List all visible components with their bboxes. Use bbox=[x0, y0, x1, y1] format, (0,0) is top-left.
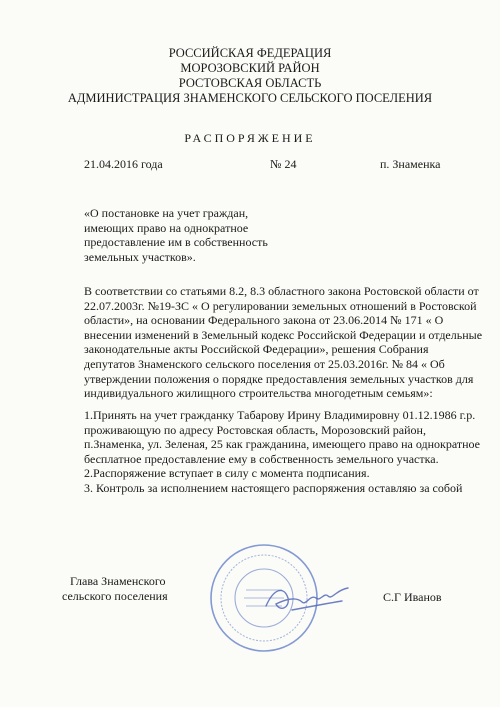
signatory-name: С.Г Иванов bbox=[383, 590, 442, 604]
preamble-line: внесении изменений в Земельный кодекс Российской Федерации и отдельные bbox=[84, 327, 483, 342]
header-region: РОСТОВСКАЯ ОБЛАСТЬ bbox=[178, 76, 322, 90]
preamble-line: 22.07.2003г. №19-ЗС « О регулировании земельных отношений в Ростовской bbox=[84, 298, 477, 313]
order-items bbox=[84, 408, 480, 496]
header-country: РОССИЙСКАЯ ФЕДЕРАЦИЯ bbox=[168, 46, 332, 60]
preamble-line: депутатов Знаменского сельского поселения от 25.03.2016г. № 84 « Об bbox=[84, 356, 445, 371]
document-number: № 24 bbox=[270, 157, 297, 171]
order-item-line: 1.Принять на учет гражданку Табарову Ирину Владимировну 01.12.1986 г.р. bbox=[84, 408, 476, 422]
subject-line: имеющих право на однократное bbox=[84, 220, 249, 235]
document-subject bbox=[84, 206, 324, 264]
preamble-line: области», на основании Федерального закона от 23.06.2014 № 171 « О bbox=[84, 313, 444, 328]
header-district: МОРОЗОВСКИЙ РАЙОН bbox=[180, 61, 320, 75]
document-date: 21.04.2016 года bbox=[84, 157, 163, 171]
handwritten-signature-icon bbox=[262, 580, 352, 618]
subject-line: «О постановке на учет граждан, bbox=[84, 206, 249, 220]
document-place: п. Знаменка bbox=[380, 157, 441, 171]
preamble-line: индивидуального жилищного строительства многодетным семьям»: bbox=[84, 386, 433, 401]
signatory-position bbox=[62, 574, 168, 603]
preamble-paragraph bbox=[84, 284, 483, 401]
preamble-line: утверждении положения о порядке предоставления земельных участков для bbox=[84, 371, 474, 386]
signatory-position-line: Глава Знаменского bbox=[70, 574, 166, 588]
preamble-line: В соответствии со статьями 8.2, 8.3 областного закона Ростовской области от bbox=[84, 284, 479, 298]
signatory-position-line: сельского поселения bbox=[62, 588, 168, 603]
order-item-line: п.Знаменка, ул. Зеленая, 25 как гражданина, имеющего право на однократное bbox=[84, 437, 480, 452]
subject-line: земельных участков». bbox=[84, 249, 196, 264]
document-title: РАСПОРЯЖЕНИЕ bbox=[184, 131, 316, 145]
order-item-line: проживающую по адресу Ростовская область, Морозовский район, bbox=[84, 422, 426, 437]
subject-line: предоставление им в собственность bbox=[84, 235, 268, 250]
order-item-line: 3. Контроль за исполнением настоящего распоряжения оставляю за собой bbox=[84, 480, 463, 495]
order-item-line: 2.Распоряжение вступает в силу с момента подписания. bbox=[84, 466, 370, 481]
header-administration: АДМИНИСТРАЦИЯ ЗНАМЕНСКОГО СЕЛЬСКОГО ПОСЕЛЕНИЯ bbox=[67, 91, 433, 105]
order-item-line: бесплатное предоставление ему в собственность земельного участка. bbox=[84, 451, 439, 466]
preamble-line: законодательные акты Российской Федерации», решения Собрания bbox=[84, 342, 429, 357]
